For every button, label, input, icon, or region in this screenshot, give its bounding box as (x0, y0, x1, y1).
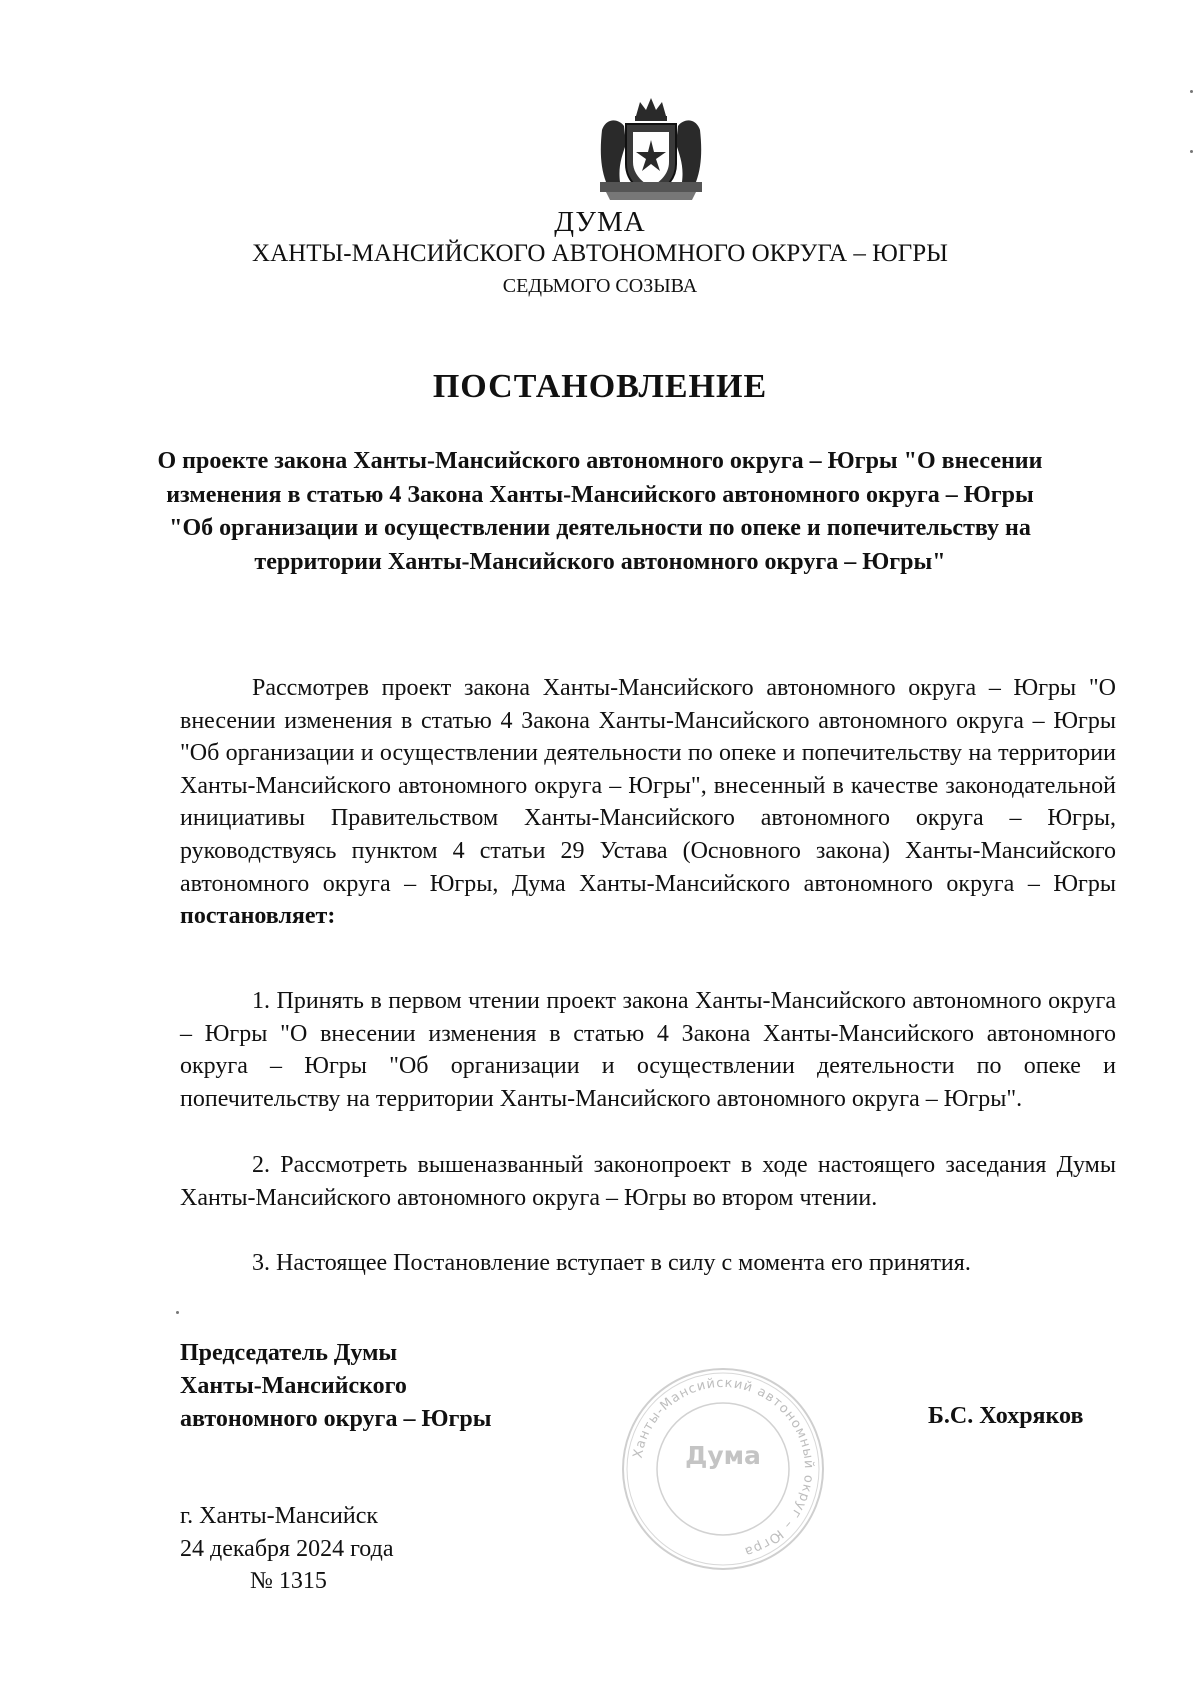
resolves-word: постановляет: (180, 903, 336, 930)
scan-speck (1190, 90, 1193, 93)
org-name: ДУМА (554, 206, 646, 238)
signatory-title-line: Председатель Думы (180, 1340, 398, 1366)
resolution-item-2: 2. Рассмотреть вышеназванный законопроект в ходе настоящего заседания Думы Ханты-Мансийского автономного округа – Югры во втором чтении. (180, 1152, 1116, 1211)
document-type: ПОСТАНОВЛЕНИЕ (432, 368, 768, 405)
date: 24 декабря 2024 года (180, 1535, 394, 1562)
signatory-name: Б.С. Хохряков (928, 1403, 1084, 1429)
signatory-title-line: автономного округа – Югры (180, 1406, 492, 1432)
convocation: СЕДЬМОГО СОЗЫВА (502, 275, 698, 297)
resolution-item-1: 1. Принять в первом чтении проект закона Ханты-Мансийского автономного округа – Югры "О внесении изменения в статью 4 Закона Ханты-Мансийского автономного округа – Югры "Об организации и осуществлении деятельности по опеке и попечительству на территории Ханты-Мансийского автономного округа – Югры". (180, 988, 1116, 1112)
preamble-text: Рассмотрев проект закона Ханты-Мансийского автономного округа – Югры "О внесении изменения в статью 4 Закона Ханты-Мансийского автономного округа – Югры "Об организации и осуществлении деятельности по опеке и попечительству на территории Ханты-Мансийского автономного округа – Югры", внесенный в качестве законодательной инициативы Правительством Ханты-Мансийского автономного округа – Югры, руководствуясь пунктом 4 статьи 29 Устава (Основного закона) Ханты-Мансийского автономного округа – Югры, Дума Ханты-Мансийского автономного округа – Югры (180, 675, 1116, 897)
seal-center-text: Дума (685, 1441, 761, 1470)
signatory-title (180, 1337, 491, 1436)
place: г. Ханты-Мансийск (180, 1503, 379, 1529)
scan-speck (176, 1311, 179, 1314)
region-name: ХАНТЫ-МАНСИЙСКОГО АВТОНОМНОГО ОКРУГА – ЮГРЫ (252, 240, 948, 267)
document-subject: О проекте закона Ханты-Мансийского автономного округа – Югры "О внесении изменения в статью 4 Закона Ханты-Мансийского автономного округа – Югры "Об организации и осуществлении деятельности по опеке и попечительству на территории Ханты-Мансийского автономного округа – Югры" (157, 448, 1043, 575)
signatory-title-line: Ханты-Мансийского (180, 1373, 407, 1399)
place-and-date (180, 1500, 393, 1598)
seal-ring-text: Ханты-Мансийский автономный округ – Югра (630, 1375, 817, 1560)
coat-of-arms-icon (596, 96, 706, 206)
scan-speck (1190, 150, 1193, 153)
document-number: № 1315 (250, 1568, 327, 1594)
preamble-paragraph (180, 672, 1116, 933)
resolution-item-3: 3. Настоящее Постановление вступает в силу с момента его принятия. (252, 1250, 971, 1276)
official-seal (618, 1364, 828, 1574)
